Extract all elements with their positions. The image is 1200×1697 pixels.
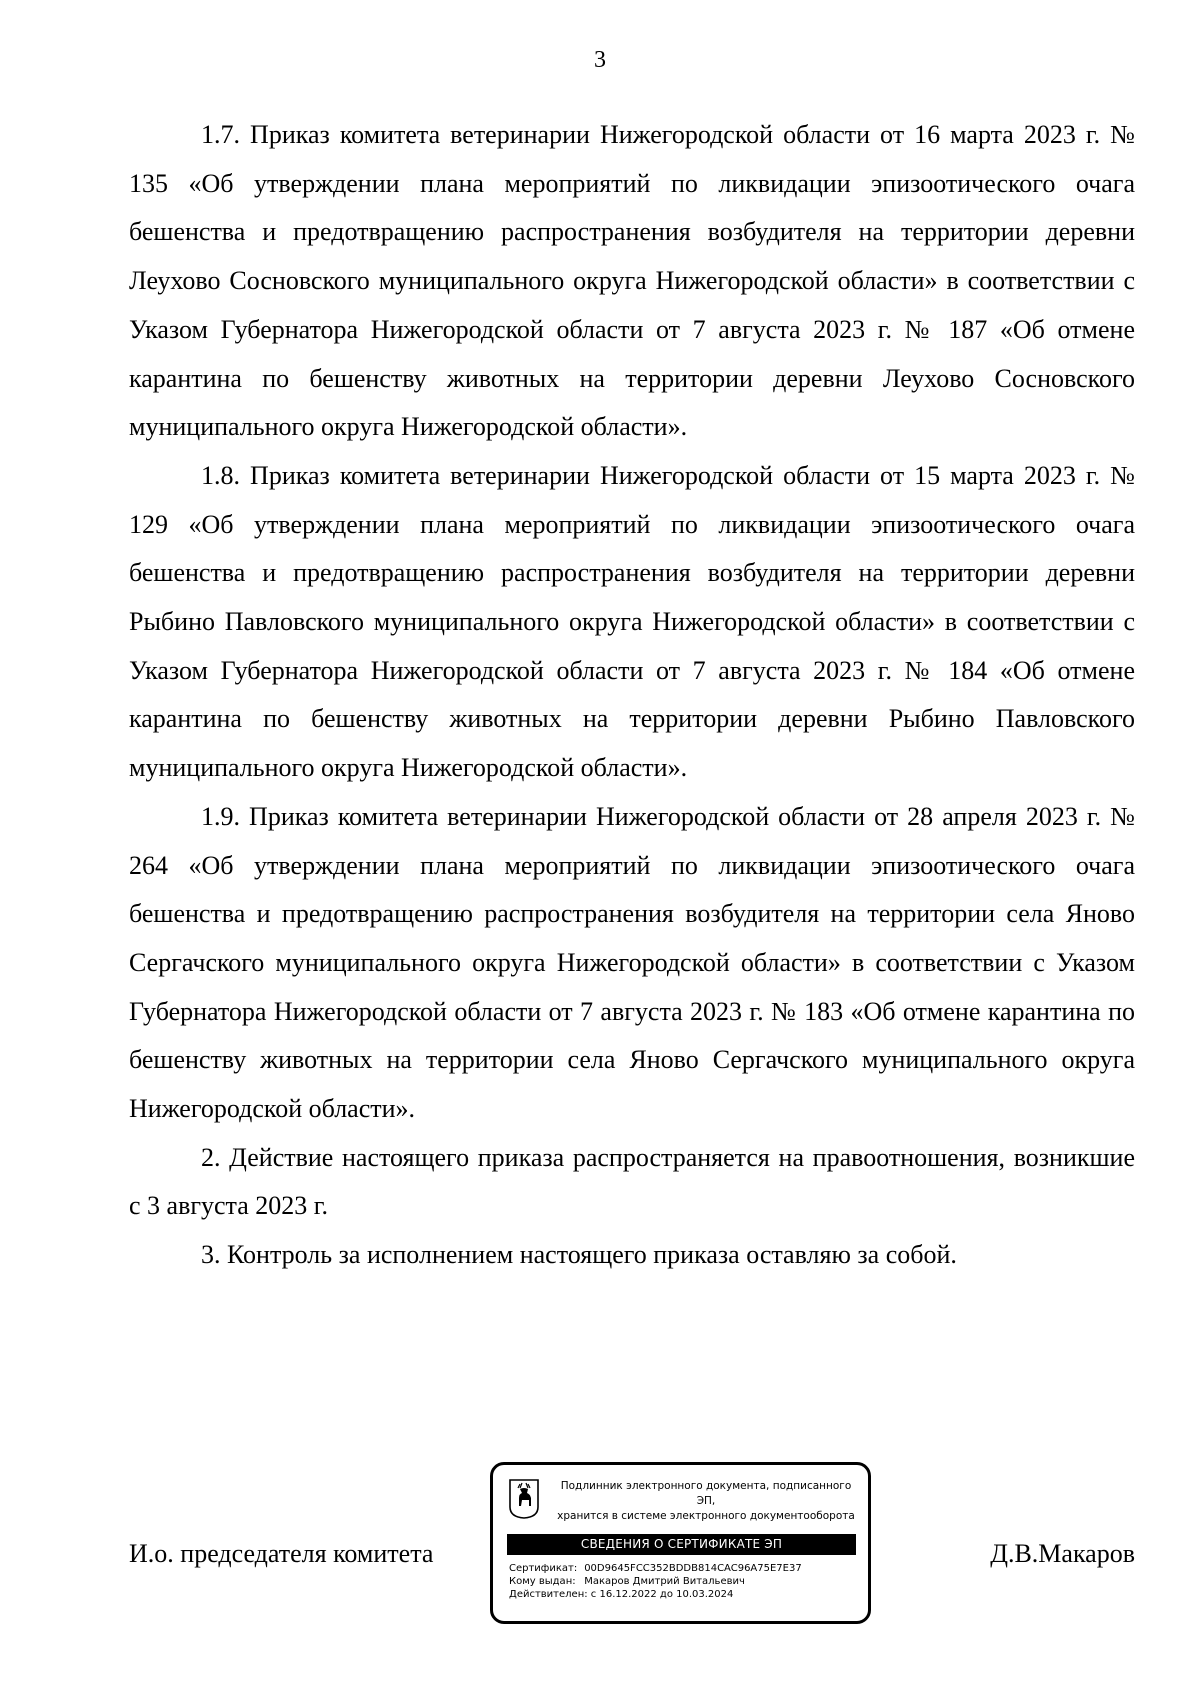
signatory-role: И.о. председателя комитета	[129, 1539, 434, 1568]
certificate-row	[509, 1562, 802, 1575]
issued-to-row	[509, 1575, 802, 1588]
valid-value: с 16.12.2022 до 10.03.2024	[590, 1589, 734, 1600]
paragraph-1-7: 1.7. Приказ комитета ветеринарии Нижегородской области от 16 марта 2023 г. № 135 «Об утверждении плана мероприятий по ликвидации эпизоотического очага бешенства и предотвращению распространения возбудителя на территории деревни Леухово Сосновского муниципального округа Нижегородской области» в соответствии с Указом Губернатора Нижегородской области от 7 августа 2023 г. № 187 «Об отмене карантина по бешенству животных на территории деревни Леухово Сосновского муниципального округа Нижегородской области».	[129, 120, 1135, 442]
paragraph-1-8: 1.8. Приказ комитета ветеринарии Нижегородской области от 15 марта 2023 г. № 129 «Об утверждении плана мероприятий по ликвидации эпизоотического очага бешенства и предотвращению распространения возбудителя на территории деревни Рыбино Павловского муниципального округа Нижегородской области» в соответствии с Указом Губернатора Нижегородской области от 7 августа 2023 г. № 184 «Об отмене карантина по бешенству животных на территории деревни Рыбино Павловского муниципального округа Нижегородской области».	[129, 460, 1135, 783]
page-number: 3	[594, 47, 606, 73]
valid-label: Действителен:	[509, 1589, 588, 1600]
signatory-name: Д.В.Макаров	[990, 1539, 1135, 1568]
stamp-certificate-info	[509, 1562, 802, 1601]
nizhny-novgorod-deer-emblem-icon	[509, 1479, 539, 1519]
issued-to-label: Кому выдан:	[509, 1576, 576, 1587]
signature-block	[129, 1462, 1135, 1632]
certificate-label: Сертификат:	[509, 1563, 578, 1574]
stamp-notice-line-1: Подлинник электронного документа, подписанного ЭП,	[560, 1480, 852, 1507]
stamp-header: СВЕДЕНИЯ О СЕРТИФИКАТЕ ЭП	[507, 1534, 856, 1555]
certificate-value: 00D9645FCC352BDDB814CAC96A75E7E37	[584, 1563, 802, 1574]
document-body	[129, 111, 1135, 1280]
issued-to-value: Макаров Дмитрий Витальевич	[584, 1576, 745, 1587]
electronic-signature-stamp	[490, 1462, 871, 1624]
stamp-notice-line-2: хранится в системе электронного документооборота	[557, 1510, 855, 1522]
stamp-notice	[551, 1479, 861, 1524]
paragraph-3: 3. Контроль за исполнением настоящего приказа оставляю за собой.	[201, 1240, 957, 1270]
valid-row	[509, 1588, 802, 1601]
paragraph-2: 2. Действие настоящего приказа распространяется на правоотношения, возникшие с 3 августа 2023 г.	[129, 1142, 1135, 1221]
paragraph-1-9: 1.9. Приказ комитета ветеринарии Нижегородской области от 28 апреля 2023 г. № 264 «Об утверждении плана мероприятий по ликвидации эпизоотического очага бешенства и предотвращению распространения возбудителя на территории села Яново Сергачского муниципального округа Нижегородской области» в соответствии с Указом Губернатора Нижегородской области от 7 августа 2023 г. № 183 «Об отмене карантина по бешенству животных на территории села Яново Сергачского муниципального округа Нижегородской области».	[129, 801, 1135, 1124]
